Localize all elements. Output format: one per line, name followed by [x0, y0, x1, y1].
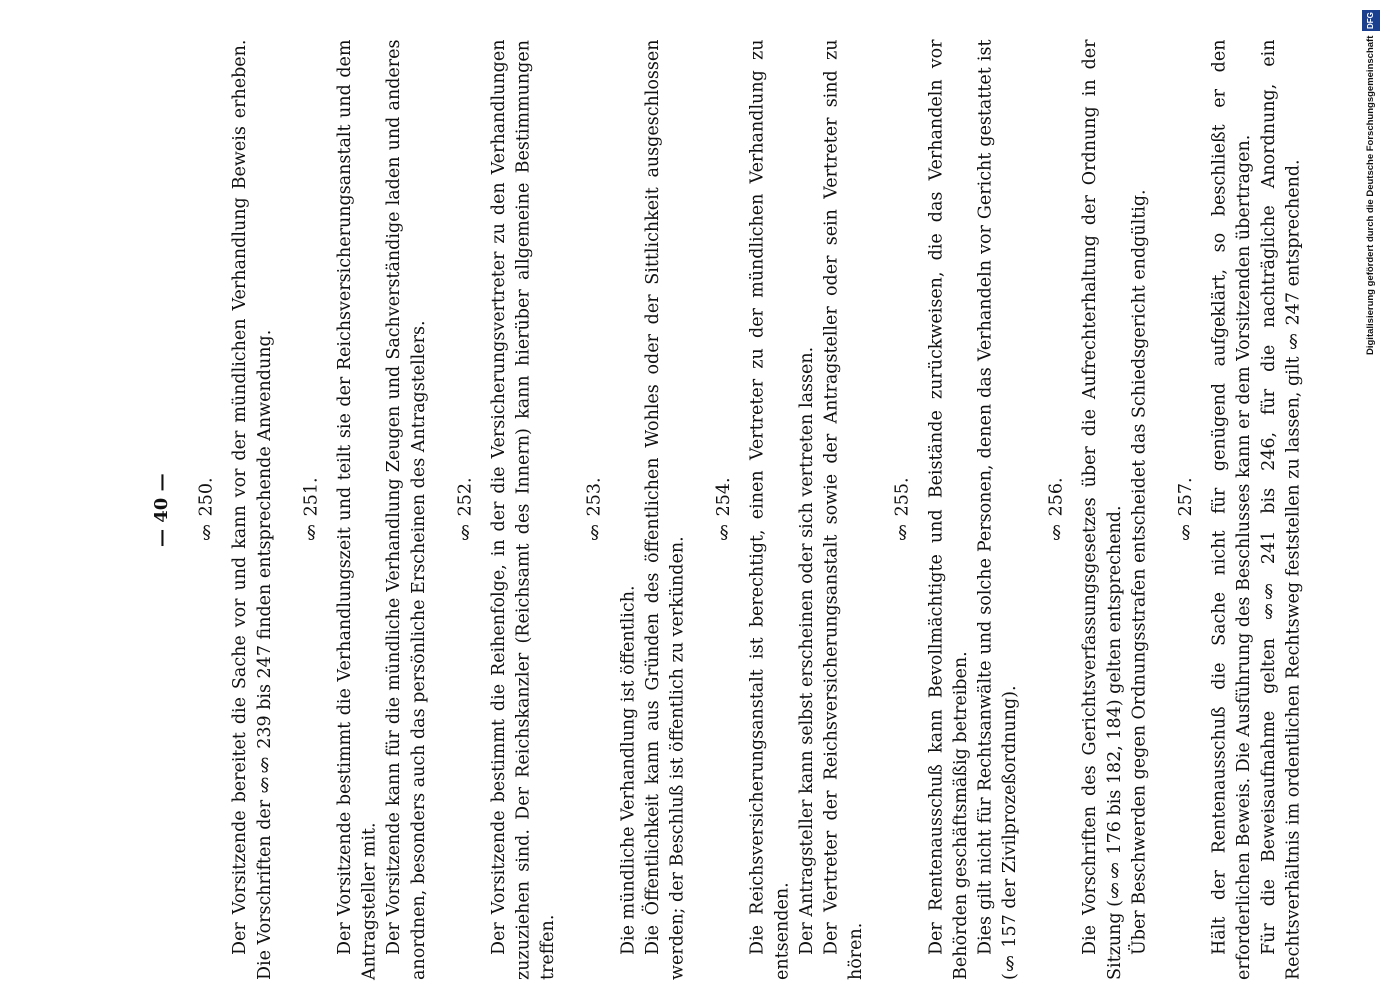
section-257-paragraph-2: Für die Beweisaufnahme gelten §§ 241 bis 246, für die nachträgliche Anordnung, ein Rechtsverhältnis im ordentlichen Rechtsweg feststellen zu lassen, gilt § 247 entsprechend.: [1258, 40, 1304, 980]
section-256-paragraph-1: Die Vorschriften des Gerichtsverfassungsgesetzes über die Aufrechterhaltung der Ordnung in der Sitzung (§§ 176 bis 182, 184) gelten entsprechend.: [1080, 40, 1125, 980]
section-heading-251: § 251.: [301, 477, 322, 543]
section-heading-255: § 255.: [892, 477, 913, 543]
section-250-paragraph-1: Der Vorsitzende bereitet die Sache vor und kann vor der mündlichen Verhandlung Beweis erheben. Die Vorschriften der §§ 239 bis 247 finden entsprechende Anwendung.: [230, 40, 275, 980]
section-251-paragraph-2: Der Vorsitzende kann für die mündliche Verhandlung Zeugen und Sachverständige laden und anderes anordnen, besonders auch das persönliche Erscheinen des Antragstellers.: [384, 40, 429, 980]
section-heading-256: § 256.: [1046, 477, 1067, 543]
section-heading-254: § 254.: [714, 477, 735, 543]
section-254-paragraph-2: Der Antragsteller kann selbst erscheinen oder sich vertreten lassen.: [796, 347, 817, 956]
section-252-paragraph-1: Der Vorsitzende bestimmt die Reihenfolge, in der die Versicherungsvertreter zu den Verhandlungen zuzuziehen sind. Der Reichskanzler (Reichsamt des Innern) kann hierüber allgemeine Bestimmungen treffen.: [488, 40, 559, 980]
dfg-logo: DFG: [1362, 10, 1380, 31]
section-251-paragraph-1: Der Vorsitzende bestimmt die Verhandlungszeit und teilt sie der Reichsversicherungsanstalt und dem Antragsteller mit.: [334, 40, 380, 980]
section-heading-250: § 250.: [196, 477, 217, 543]
digitization-note: Digitalisierung gefördert durch die Deutsche Forschungsgemeinschaft: [1365, 35, 1376, 355]
section-heading-257: § 257.: [1176, 477, 1196, 543]
section-256-paragraph-2: Über Beschwerden gegen Ordnungsstrafen entscheidet das Schiedsgericht endgültig.: [1129, 189, 1150, 956]
digitization-credit: [1362, 10, 1386, 990]
section-254-paragraph-3: Der Vertreter der Reichsversicherungsanstalt sowie der Antragsteller oder sein Vertreter sind zu hören.: [821, 40, 867, 980]
document-page: [150, 40, 1304, 980]
section-253-paragraph-1: Die mündliche Verhandlung ist öffentlich.: [618, 585, 639, 956]
section-heading-252: § 252.: [455, 477, 476, 543]
section-257-paragraph-1: Hält der Rentenausschuß die Sache nicht für genügend aufgeklärt, so beschließt er den erforderlichen Beweis. Die Ausführung des Beschlusses kann er dem Vorsitzenden übertragen.: [1209, 40, 1255, 980]
section-heading-253: § 253.: [584, 477, 605, 543]
section-254-paragraph-1: Die Reichsversicherungsanstalt ist berechtigt, einen Vertreter zu der mündlichen Verhandlung zu entsenden.: [747, 40, 793, 980]
running-head: — 40 —: [151, 473, 172, 547]
section-255-paragraph-2: Dies gilt nicht für Rechtsanwälte und solche Personen, denen das Verhandeln vor Gericht gestattet ist (§ 157 der Zivilprozeßordnung).: [975, 40, 1021, 980]
section-255-paragraph-1: Der Rentenausschuß kann Bevollmächtigte und Beistände zurückweisen, die das Verhandeln vor Behörden geschäftsmäßig betreiben.: [926, 40, 971, 980]
section-253-paragraph-2: Die Öffentlichkeit kann aus Gründen des öffentlichen Wohles oder der Sittlichkeit ausgeschlossen werden; der Beschluß ist öffentlich zu verkünden.: [642, 40, 688, 980]
